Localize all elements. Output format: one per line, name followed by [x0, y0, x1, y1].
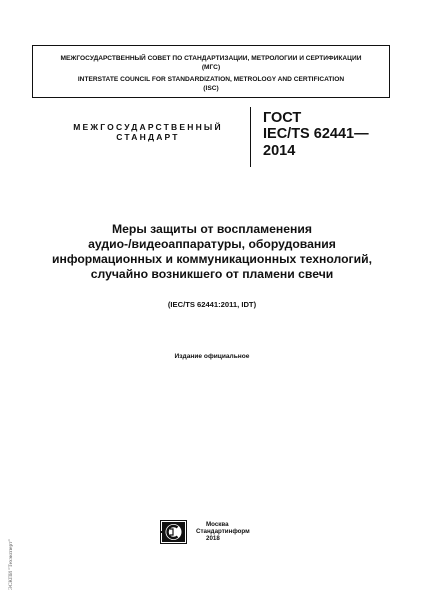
council-name-en: INTERSTATE COUNCIL FOR STANDARDIZATION, METROLOGY AND CERTIFICATION	[77, 76, 345, 83]
publisher-name: Стандартинформ	[196, 528, 250, 535]
standard-type-line1: МЕЖГОСУДАРСТВЕННЫЙ	[73, 122, 223, 132]
watermark-text: ЭСКПИ "Техэксперт"	[8, 539, 14, 590]
document-title-line1: Меры защиты от воспламенения	[111, 222, 313, 236]
standard-designation	[250, 107, 390, 167]
council-name-ru: МЕЖГОСУДАРСТВЕННЫЙ СОВЕТ ПО СТАНДАРТИЗАЦИИ, МЕТРОЛОГИИ И СЕРТИФИКАЦИИ	[60, 55, 362, 62]
designation-line1: ГОСТ	[263, 110, 302, 126]
document-title-line4: случайно возникшего от пламени свечи	[90, 267, 334, 281]
watermark	[2, 516, 14, 590]
council-header-box	[32, 45, 390, 98]
designation-line2: IEC/TS 62441—	[263, 126, 369, 142]
council-abbr-ru: (МГС)	[201, 64, 221, 71]
publisher-city: Москва	[206, 521, 229, 528]
standard-type-line2: СТАНДАРТ	[116, 132, 180, 142]
document-title-line3: информационных и коммуникационных технологий,	[52, 252, 372, 266]
standartinform-logo-icon	[160, 520, 187, 544]
designation-line3: 2014	[263, 143, 296, 159]
adoption-reference: (IEC/TS 62441:2011, IDT)	[167, 300, 257, 309]
edition-label: Издание официальное	[174, 353, 250, 360]
document-title-line2: аудио-/видеоаппаратуры, оборудования	[88, 237, 336, 251]
publication-year: 2018	[206, 535, 220, 542]
council-abbr-en: (ISC)	[203, 85, 219, 92]
